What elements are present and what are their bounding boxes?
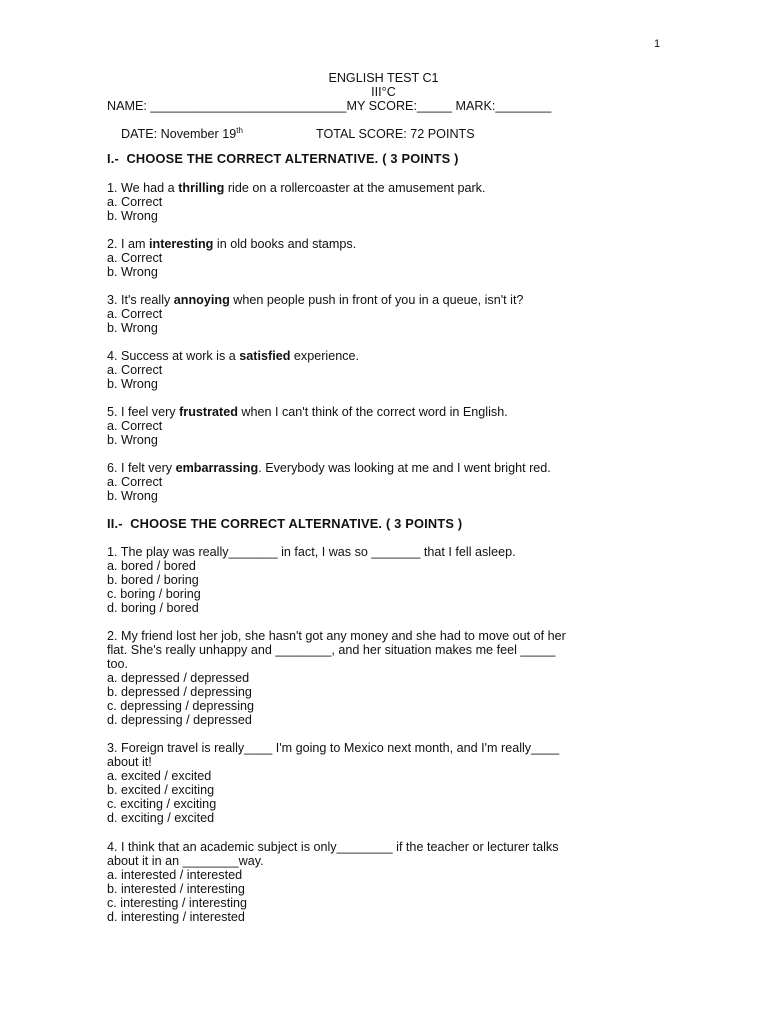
question-text: [107, 181, 667, 195]
option-a: a. Correct: [107, 195, 163, 209]
option-d: d. depressing / depressed: [107, 713, 252, 727]
question-text-post: when people push in front of you in a queue, isn't it?: [229, 293, 524, 307]
s2-question-3: [107, 741, 667, 825]
date-label: DATE: November 19: [121, 127, 237, 141]
question-line: about it in an ________way.: [107, 854, 264, 868]
question-keyword: frustrated: [179, 405, 238, 419]
date-superscript: th: [236, 125, 243, 135]
s2-question-2: [107, 629, 667, 727]
question-line: 4. I think that an academic subject is only________ if the teacher or lecturer talks: [107, 840, 559, 854]
question-keyword: annoying: [173, 293, 230, 307]
question-line: 2. My friend lost her job, she hasn't got any money and she had to move out of her: [107, 629, 566, 643]
option-b: b. interested / interesting: [107, 882, 245, 896]
question-line: about it!: [107, 755, 152, 769]
option-a: a. Correct: [107, 251, 163, 265]
question-text-pre: 1. We had a: [107, 181, 179, 195]
s2-question-4: [107, 840, 667, 924]
question-text-post: ride on a rollercoaster at the amusement park.: [224, 181, 486, 195]
s1-question-4: [107, 349, 667, 391]
name-score-line: NAME: ____________________________MY SCORE:_____ MARK:________: [107, 99, 552, 113]
section-2-title: II.- CHOOSE THE CORRECT ALTERNATIVE. ( 3 POINTS ): [107, 516, 463, 531]
option-a: a. Correct: [107, 419, 163, 433]
option-c: c. interesting / interesting: [107, 896, 248, 910]
question-text-pre: 6. I felt very: [107, 461, 176, 475]
question-text: [107, 405, 667, 419]
question-keyword: interesting: [149, 237, 214, 251]
question-text-pre: 2. I am: [107, 237, 149, 251]
option-a: a. bored / bored: [107, 559, 196, 573]
option-a: a. Correct: [107, 363, 163, 377]
option-b: b. Wrong: [107, 265, 158, 279]
option-a: a. excited / excited: [107, 769, 212, 783]
option-d: d. interesting / interested: [107, 910, 245, 924]
s1-question-2: [107, 237, 667, 279]
option-c: c. exciting / exciting: [107, 797, 217, 811]
question-text: [107, 237, 667, 251]
option-b: b. Wrong: [107, 321, 158, 335]
question-keyword: satisfied: [239, 349, 291, 363]
option-a: a. interested / interested: [107, 868, 243, 882]
s1-question-1: [107, 181, 667, 223]
question-text-post: in old books and stamps.: [213, 237, 357, 251]
option-b: b. Wrong: [107, 209, 158, 223]
question-text: [107, 349, 667, 363]
section-1-title: I.- CHOOSE THE CORRECT ALTERNATIVE. ( 3 POINTS ): [107, 151, 459, 166]
option-d: d. boring / bored: [107, 601, 199, 615]
option-b: b. Wrong: [107, 377, 158, 391]
option-c: c. depressing / depressing: [107, 699, 255, 713]
page-number: 1: [654, 38, 661, 50]
option-b: b. excited / exciting: [107, 783, 215, 797]
question-text-post: . Everybody was looking at me and I went bright red.: [258, 461, 551, 475]
date-line: [107, 113, 667, 155]
test-title: ENGLISH TEST C1: [328, 71, 439, 85]
test-header: [107, 71, 667, 155]
s1-question-6: [107, 461, 667, 503]
question-text-pre: 4. Success at work is a: [107, 349, 240, 363]
s1-question-5: [107, 405, 667, 447]
question-keyword: thrilling: [178, 181, 225, 195]
question-line: 1. The play was really_______ in fact, I was so _______ that I fell asleep.: [107, 545, 516, 559]
option-b: b. Wrong: [107, 433, 158, 447]
s1-question-3: [107, 293, 667, 335]
option-a: a. Correct: [107, 475, 163, 489]
question-text-post: experience.: [290, 349, 360, 363]
question-line: too.: [107, 657, 129, 671]
option-d: d. exciting / excited: [107, 811, 215, 825]
question-text-pre: 3. It's really: [107, 293, 174, 307]
option-b: b. bored / boring: [107, 573, 199, 587]
question-line: 3. Foreign travel is really____ I'm going to Mexico next month, and I'm really____: [107, 741, 560, 755]
option-a: a. depressed / depressed: [107, 671, 250, 685]
question-text: [107, 293, 667, 307]
option-b: b. depressed / depressing: [107, 685, 252, 699]
question-keyword: embarrassing: [175, 461, 259, 475]
question-text: [107, 461, 667, 475]
question-text-pre: 5. I feel very: [107, 405, 180, 419]
s2-question-1: [107, 545, 667, 615]
option-c: c. boring / boring: [107, 587, 201, 601]
question-line: flat. She's really unhappy and ________, and her situation makes me feel _____: [107, 643, 556, 657]
total-score: TOTAL SCORE: 72 POINTS: [316, 127, 475, 141]
class-label: III°C: [371, 85, 396, 99]
question-text-post: when I can't think of the correct word in English.: [237, 405, 508, 419]
option-a: a. Correct: [107, 307, 163, 321]
option-b: b. Wrong: [107, 489, 158, 503]
